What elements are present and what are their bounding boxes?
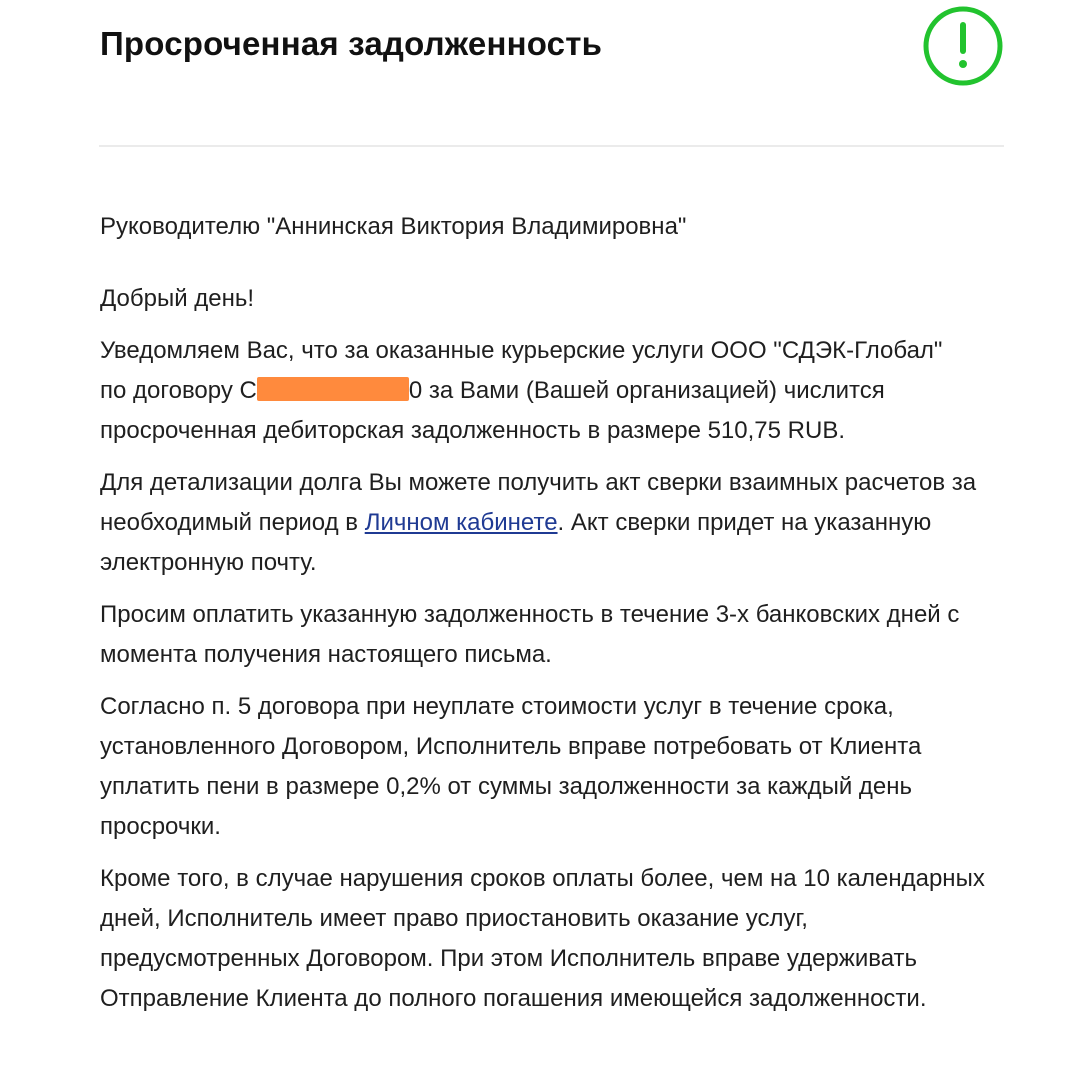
reconciliation-text-before: Для детализации долга Вы можете получить акт сверки взаимных расчетов за необходимый период в xyxy=(100,469,977,536)
personal-account-link[interactable]: Личном кабинете xyxy=(364,509,558,536)
reconciliation-text-after: . Акт сверки придет на указанную электронную почту. xyxy=(100,509,932,576)
contract-suffix: за Вами (Вашей организацией) числится xyxy=(422,377,885,404)
contract-number-start: С xyxy=(239,377,257,404)
header-divider xyxy=(99,145,1004,147)
paragraph-penalty: Согласно п. 5 договора при неуплате стоимости услуг в течение срока, установленного Договором, Исполнитель вправе потребовать от Клиента уплатить пени в размере 0,2% от суммы задолженности за каждый день просрочки. xyxy=(100,693,922,840)
debt-amount-line: просроченная дебиторская задолженность в размере 510,75 RUB. xyxy=(100,417,845,444)
exclamation-circle-icon xyxy=(921,4,1005,88)
contract-prefix: по договору xyxy=(100,377,240,404)
paragraph-payment-request: Просим оплатить указанную задолженность в течение 3-х банковских дней с момента получения настоящего письма. xyxy=(100,601,960,668)
letter-body xyxy=(100,207,1005,1031)
greeting: Добрый день! xyxy=(100,285,255,312)
paragraph-reconciliation xyxy=(100,463,1005,583)
paragraph-suspension: Кроме того, в случае нарушения сроков оплаты более, чем на 10 календарных дней, Исполнитель имеет право приостановить оказание услуг, предусмотренных Договором. При этом Исполнитель вправе удерживать Отправление Клиента до полного погашения имеющейся задолженности. xyxy=(100,865,985,1012)
contract-number-end: 0 xyxy=(408,377,423,404)
debt-notice-line-1: Уведомляем Вас, что за оказанные курьерские услуги ООО "СДЭК-Глобал" xyxy=(100,337,943,364)
page-title: Просроченная задолженность xyxy=(100,25,603,62)
paragraph-debt-notice xyxy=(100,331,1005,451)
redacted-contract-number xyxy=(257,377,409,401)
addressee-line: Руководителю "Аннинская Виктория Владимировна" xyxy=(100,213,687,240)
